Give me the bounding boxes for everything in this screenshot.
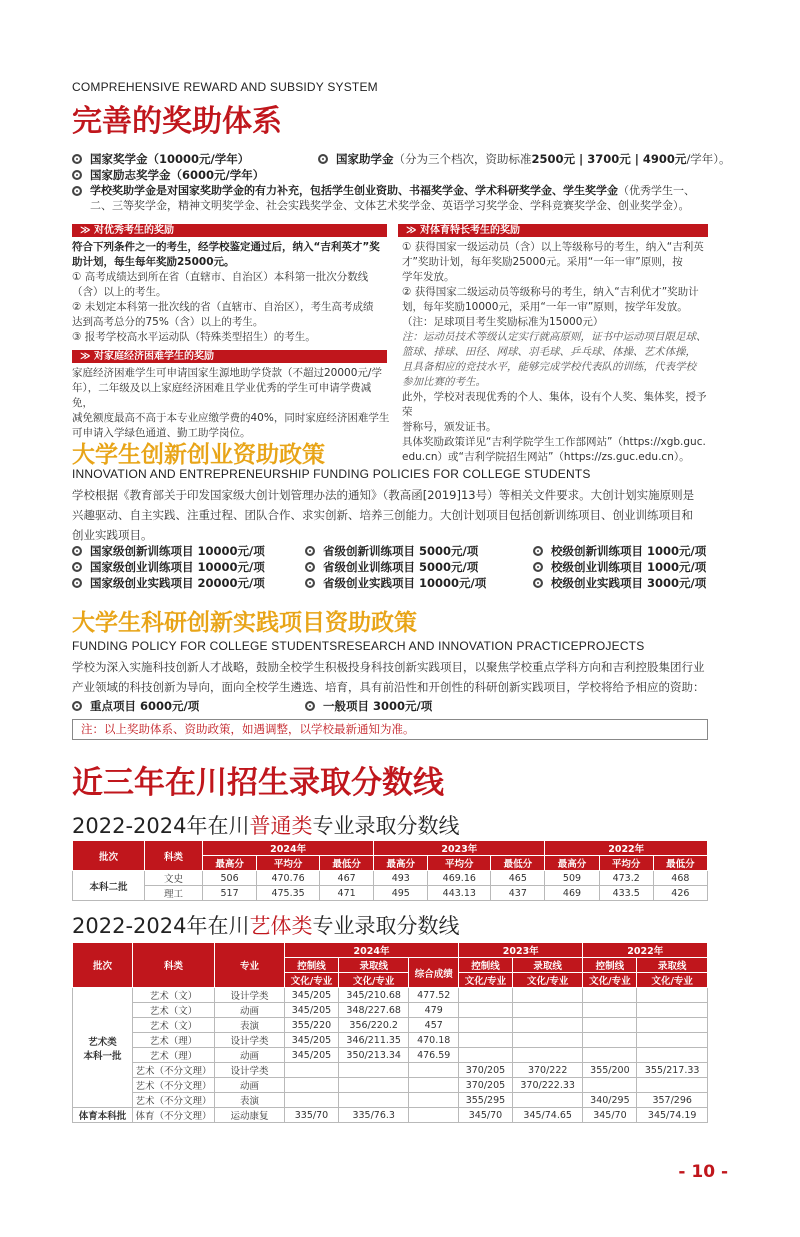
policy-note: 注：以上奖助体系、资助政策，如遇调整，以学校最新通知为准。: [72, 719, 708, 740]
table-row: 体育本科批 体育（不分文理） 运动康复 335/70 335/76.3 345/70 345/74.65 345/70 345/74.19: [73, 1108, 708, 1123]
bullet-icon: [305, 546, 315, 556]
bullet-icon: [72, 578, 82, 588]
innovation-project-grid: [72, 543, 712, 591]
research-paragraph: 学校为深入实施科技创新人才战略，鼓励全校学生积极投身科技创新实践项目，以聚焦学校重点学科方向和吉利控股集团行业 产业领域的科技创新为导向，面向全校学生遴选、培育，具有前沿性和开创性的科研创新实践项目，学校将给予相应的资助：: [72, 660, 705, 694]
bullet-icon: [305, 578, 315, 588]
innovation-title: 大学生创新创业资助政策: [72, 442, 325, 468]
bullet-icon: [305, 562, 315, 572]
bullet-icon: [533, 546, 543, 556]
bullet-icon: [533, 562, 543, 572]
research-item-key: 重点项目 6000元/项: [72, 698, 199, 714]
reward-bullet-3: 国家励志奖学金（6000元/学年）: [72, 167, 264, 183]
table-row: 本科二批 文史 506 470.76 467 493 469.16 465 509 473.2 468: [73, 871, 708, 886]
art-table-title: 2022-2024年在川艺体类专业录取分数线: [72, 914, 460, 938]
reward-bullet-4: 学校奖助学金是对国家奖助学金的有力补充，包括学生创业资助、书福奖学金、学术科研奖学金、学生奖学金（优秀学生一、: [72, 183, 695, 199]
table-row: 艺术（理） 动画 345/205 350/213.34 476.59: [73, 1048, 708, 1063]
reward-en-title: COMPREHENSIVE REWARD AND SUBSIDY SYSTEM: [72, 80, 378, 94]
innovation-paragraph: 学校根据《教育部关于印发国家级大创计划管理办法的通知》（教高函[2019]13号）等相关文件要求。大创计划实施原则是 兴趣驱动、自主实践、注重过程、团队合作、求实创新、培养三创能力。大创计划项目包括创新训练项目、创业训练项目和 创业实践项目。: [72, 488, 695, 542]
reward-bullet-4-line2: 二、三等奖学金，精神文明奖学金、社会实践奖学金、文体艺术奖学金、英语学习奖学金、学科竞赛奖学金、创业奖学金）。: [90, 199, 690, 212]
general-table-title: 2022-2024年在川普通类专业录取分数线: [72, 814, 460, 838]
table-row: 艺术（文） 表演 355/220 356/220.2 457: [73, 1018, 708, 1033]
research-item-general: 一般项目 3000元/项: [305, 698, 432, 714]
sports-student-text: ① 获得国家一级运动员（含）以上等级称号的考生，纳入“吉利英 才”奖助计划，每年奖励25000元。采用“一年一审”原则，按 学年发放。 ② 获得国家二级运动员等级称号的考生，纳入“吉利优才”奖助计 划，每年奖励10000元，采用“一年一审”原则，按学年发放。 （注：足球项目考生奖励标准为15000元） 注：运动员技术等级认定实行就高原则，证书中运动项目限足球、 篮球、排球、田径、网球、羽毛球、乒乓球、体操、艺术体操， 且具备相应的竞技水平，能够完成学校代表队的训练，代表学校 参加比赛的考生。 此外，学校对表现优秀的个人、集体，设有个人奖、集体奖，授予荣 誉称号，颁发证书。 具体奖励政策详见“吉利学院学生工作部网站”（https://xgb.guc. edu.cn）或“吉利学院招生网站”（https://zs.guc.edu.cn）。: [402, 241, 707, 463]
reward-bullet-1: 国家奖学金（10000元/学年）: [72, 151, 249, 167]
bullet-icon: [72, 186, 82, 196]
financial-aid-text: 家庭经济困难学生可申请国家生源地助学贷款（不超过20000元/学 年），二年级及以上家庭经济困难且学业优秀的学生可申请学费减免， 减免额度最高不高于本专业应缴学费的40%，同时家庭经济困难学生 可申请入学绿色通道、勤工助学岗位。: [72, 367, 390, 439]
innovation-item: 校级创业训练项目 1000元/项: [533, 559, 706, 575]
table-row: 艺术（不分文理） 设计学类 370/205 370/222 355/200 355/217.33: [73, 1063, 708, 1078]
bullet-icon: [72, 562, 82, 572]
table-row: 艺术（理） 设计学类 345/205 346/211.35 470.18: [73, 1033, 708, 1048]
scores-title: 近三年在川招生录取分数线: [72, 765, 444, 801]
bullet-icon: [72, 701, 82, 711]
research-en-title: FUNDING POLICY FOR COLLEGE STUDENTSRESEARCH AND INNOVATION PRACTICEPROJECTS: [72, 639, 645, 653]
bullet-icon: [72, 170, 82, 180]
innovation-item: 国家级创业实践项目 20000元/项: [72, 575, 305, 591]
art-score-table: 批次 科类 专业 2024年 2023年 2022年 控制线 录取线 综合成绩 控制线 录取线 控制线 录取线 文化/专业 文化/专业 文化/专业 文化/专业 文化/专业 文化/专业 艺术类 本科一批 艺术（文） 设计学类 345/205 345/210.68 477.52 艺术（文） 动画 345/205 348/227.68 479 艺术（文） 表演 355/220 356/220.2 457 艺术（理） 设计学类 345/205 346/211.35 470.18 艺术（理） 动画 345/205 350/213.34 476.59 艺术（不分文理） 设计学类 370/205 370/222 355/200 355/217.33 艺术（不分文理） 动画 370/205 370/222.33 艺术（不分文理） 表演 355/295 340/295 357/296 体育本科批 体育（不分文理） 运动康复 335/70 335/76.3 345/70 345/74.65 345/70 345/74.19: [72, 942, 708, 1123]
innovation-item: 国家级创新训练项目 10000元/项: [72, 543, 305, 559]
financial-aid-bar: ≫ 对家庭经济困难学生的奖励: [72, 350, 387, 363]
innovation-item: 校级创业实践项目 3000元/项: [533, 575, 706, 591]
table-row: 艺术（不分文理） 表演 355/295 340/295 357/296: [73, 1093, 708, 1108]
excellent-student-text: 符合下列条件之一的考生，经学校鉴定通过后，纳入“吉利英才”奖 助计划，每生每年奖励25000元。 ① 高考成绩达到所在省（直辖市、自治区）本科第一批次分数线 （含）以上的考生。 ② 未划定本科第一批次线的省（直辖市、自治区），考生高考成绩 达到高考总分的75%（含）以上的考生。 ③ 报考学校高水平运动队（特殊类型招生）的考生。: [72, 241, 380, 343]
table-row: 艺术（文） 动画 345/205 348/227.68 479: [73, 1003, 708, 1018]
page-number: - 10 -: [678, 1162, 728, 1182]
excellent-student-bar: ≫ 对优秀考生的奖励: [72, 224, 387, 237]
bullet-icon: [305, 701, 315, 711]
innovation-item: 省级创业训练项目 5000元/项: [305, 559, 533, 575]
bullet-icon: [72, 154, 82, 164]
table-row: 理工 517 475.35 471 495 443.13 437 469 433.5 426: [73, 886, 708, 901]
innovation-item: 省级创新训练项目 5000元/项: [305, 543, 533, 559]
reward-title: 完善的奖助体系: [72, 104, 282, 139]
bullet-icon: [318, 154, 328, 164]
table-row: 艺术（不分文理） 动画 370/205 370/222.33: [73, 1078, 708, 1093]
research-title: 大学生科研创新实践项目资助政策: [72, 610, 417, 636]
bullet-icon: [533, 578, 543, 588]
innovation-item: 国家级创业训练项目 10000元/项: [72, 559, 305, 575]
bullet-icon: [72, 546, 82, 556]
general-score-table: 批次 科类 2024年 2023年 2022年 最高分 平均分 最低分 最高分 平均分 最低分 最高分 平均分 最低分 本科二批 文史 506 470.76 467 493 469.16 465 509 473.2 468 理工 517 475.35 471 495 443.13 437 469 433.5 426: [72, 840, 708, 901]
sports-student-bar: ≫ 对体育特长考生的奖励: [398, 224, 708, 237]
table-row: 艺术类 本科一批 艺术（文） 设计学类 345/205 345/210.68 477.52: [73, 988, 708, 1003]
innovation-item: 校级创新训练项目 1000元/项: [533, 543, 706, 559]
reward-bullet-2: 国家助学金 （分为三个档次，资助标准 2500元 | 3700元 | 4900元 /学年）。: [318, 151, 731, 167]
innovation-item: 省级创业实践项目 10000元/项: [305, 575, 533, 591]
innovation-en-title: INNOVATION AND ENTREPRENEURSHIP FUNDING POLICIES FOR COLLEGE STUDENTS: [72, 467, 591, 481]
